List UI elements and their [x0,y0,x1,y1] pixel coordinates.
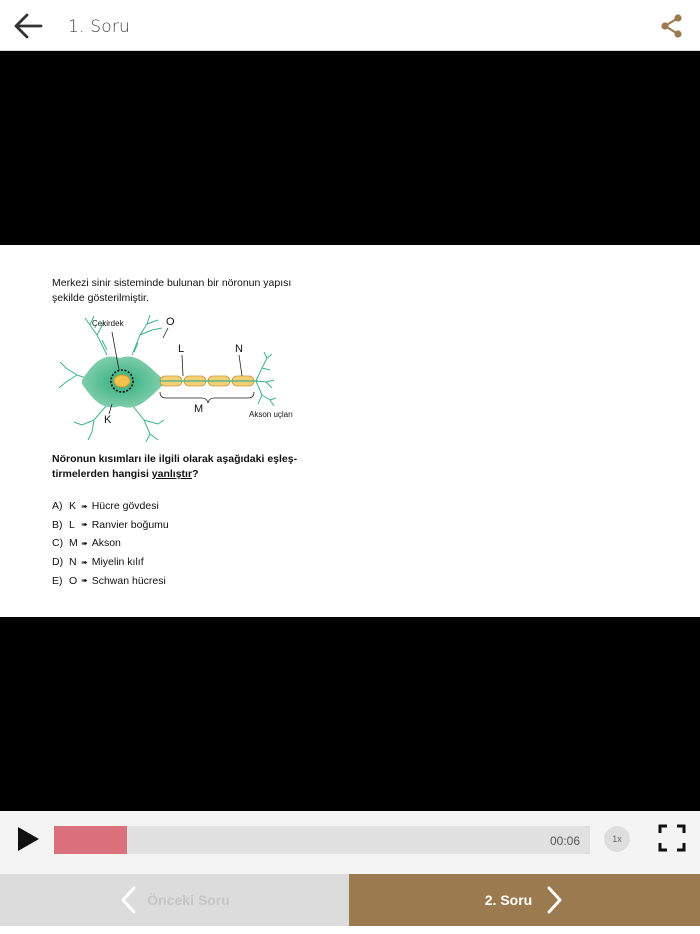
next-question-button[interactable] [349,874,700,926]
label-akson-uclari: Akson uçları [249,410,294,419]
player-controls [0,811,700,874]
question-prompt: Nöronun kısımları ile ilgili olarak aşağıdaki eşleş- tirmelerden hangisi yanlıştır? [52,453,298,480]
label-m: M [194,403,204,415]
label-cekirdek: Çekirdek [92,319,124,328]
label-k: K [104,414,112,426]
time-display: 00:06 [549,834,580,848]
m-brace [160,392,254,403]
option-d[interactable]: D) N ➠ Miyelin kılıf [52,556,144,569]
chevron-left-icon [119,885,139,915]
question-intro: Merkezi sinir sisteminde bulunan bir nöronun yapısı şekilde gösterilmiştir. [52,277,292,304]
answer-options [52,497,169,590]
previous-question-button[interactable] [0,874,349,926]
arrow-right-icon: ➠ [81,576,88,586]
play-icon[interactable] [14,824,42,854]
option-e[interactable]: E) O ➠ Schwan hücresi [52,574,166,587]
label-n: N [235,343,243,355]
label-l: L [178,343,185,355]
progress-bar[interactable] [54,826,590,854]
option-c[interactable]: C) M ➠ Akson [52,537,121,550]
nucleus [114,375,130,387]
axon-terminal-branches [256,352,276,406]
label-o: O [166,316,175,328]
next-question-label: 2. Soru [484,892,533,908]
speed-button[interactable]: 1x [604,826,630,852]
share-icon [659,13,685,39]
arrow-right-icon: ➠ [81,557,88,567]
question-navigation [0,874,700,934]
back-button[interactable] [10,8,46,44]
page-title: 1. Soru [68,17,130,37]
top-bar [0,0,700,51]
arrow-right-icon: ➠ [81,501,88,511]
question-panel [0,245,700,617]
fullscreen-icon[interactable] [658,824,686,852]
option-b[interactable]: B) L ➠ Ranvier boğumu [52,518,169,531]
progress-fill [54,826,127,854]
previous-question-label: Önceki Soru [147,892,230,908]
share-button[interactable] [656,10,688,42]
chevron-right-icon [544,885,564,915]
neuron-diagram [52,310,312,445]
arrow-left-icon [13,13,43,39]
arrow-right-icon: ➠ [81,520,88,530]
arrow-right-icon: ➠ [81,538,88,548]
underlined-word: yanlıştır [151,468,193,480]
option-a[interactable]: A) K ➠ Hücre gövdesi [52,500,159,513]
